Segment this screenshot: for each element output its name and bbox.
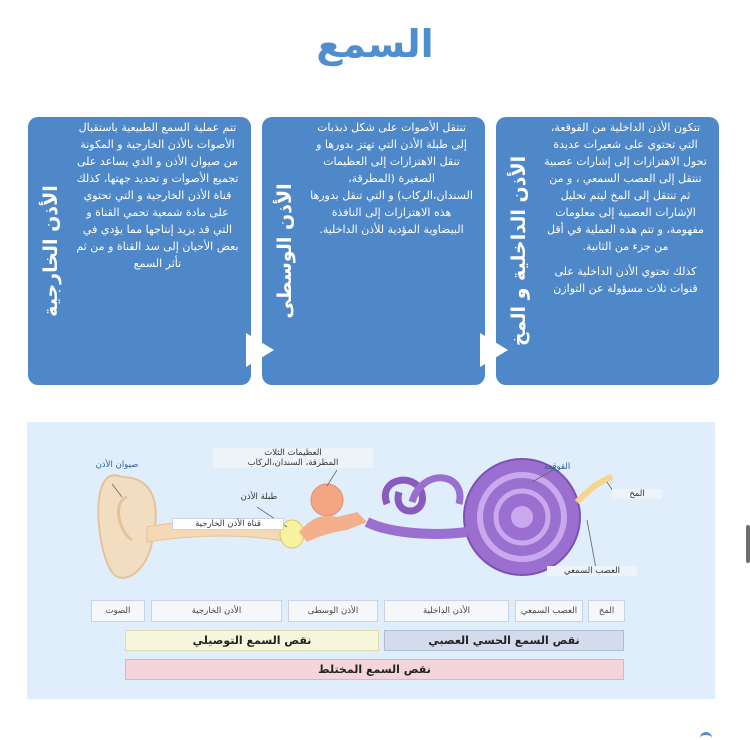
arrow-right-icon xyxy=(480,333,508,367)
inner-ear-paragraph-2: كذلك تحتوي الأذن الداخلية على قنوات ثلاث مسؤولة عن التوازن xyxy=(553,265,698,295)
outer-ear-text xyxy=(76,119,239,280)
ossicles-title: العظيمات الثلاث xyxy=(264,448,322,458)
mixed-bar: نقص السمع المختلط xyxy=(125,659,624,680)
inner-ear-card xyxy=(496,117,719,385)
page-edge-marker xyxy=(746,525,750,563)
segment-middle-ear: الأذن الوسطى xyxy=(288,600,378,622)
ossicle-shape xyxy=(299,512,367,542)
eardrum-label: طبلة الأذن xyxy=(240,492,278,502)
page-corner-mark xyxy=(700,732,712,740)
brain-label: المخ xyxy=(612,489,662,499)
vestibule-shape xyxy=(367,522,467,534)
segment-nerve: العصب السمعي xyxy=(515,600,583,622)
page-title: السمع xyxy=(316,22,434,66)
outer-ear-paragraph: تتم عملية السمع الطبيعية باستقبال الأصوات بالأذن الخارجية و المكونة من صيوان الأذن و الذي يساعد على تجميع الأصوات و تحديد جهتها، كذلك قناة الأذن الخارجية و التي تحتوي على مادة شمعية تحمي القناة و التي قد يزيد إنتاجها مما يؤدي في بعض الأحيان إلى سد القناة و من ثم تأثر السمع xyxy=(76,121,239,270)
arrow-right-icon xyxy=(246,333,274,367)
ossicles-label xyxy=(213,448,373,468)
pinna-label: صيوان الأذن xyxy=(95,460,139,470)
segment-sound: الصوت xyxy=(91,600,145,622)
ossicles-list: المطرقة، السندان،الركاب xyxy=(247,458,339,468)
sensorineural-bar: نقص السمع الحسي العصبي xyxy=(384,630,624,651)
segment-outer-ear: الأذن الخارجية xyxy=(151,600,282,622)
ossicle-shape xyxy=(311,484,343,516)
middle-ear-text xyxy=(310,119,473,246)
outer-ear-card xyxy=(28,117,251,385)
conductive-bar: نقص السمع التوصيلي xyxy=(125,630,379,651)
outer-ear-heading: الأذن الخارجية xyxy=(40,185,62,317)
canal-label: قناة الأذن الخارجية xyxy=(172,518,284,530)
auditory-nerve-shape xyxy=(577,477,612,502)
inner-ear-paragraph-1: تتكون الأذن الداخلية من القوقعة، التي تحتوي على شعيرات عديدة تحول الاهتزازات إلى إشارات عصبية تنتقل إلى العصب السمعي ، و من ثم تنتقل إلى المخ ليتم تحليل الإشارات العصبية إلى معلومات مفهومة، و تتم هذه العملية في أقل من جزء من الثانية. xyxy=(544,121,707,253)
card-heading-container xyxy=(28,117,74,385)
ear-diagram xyxy=(27,422,715,699)
inner-ear-text xyxy=(544,119,707,305)
leader-line xyxy=(327,470,337,486)
segment-inner-ear: الأذن الداخلية xyxy=(384,600,509,622)
nerve-label: العصب السمعي xyxy=(547,566,637,576)
segment-brain: المخ xyxy=(588,600,625,622)
inner-ear-heading: الأذن الداخلية و المخ xyxy=(508,155,530,347)
cochlea-label: القوقعة xyxy=(543,462,571,472)
middle-ear-heading: الأذن الوسطى xyxy=(274,183,296,319)
middle-ear-card xyxy=(262,117,485,385)
middle-ear-paragraph: تنتقل الأصوات على شكل ذبذبات إلى طبلة الأذن التي تهتز بدورها و تنقل الاهتزازات إلى العظيمات الصغيرة (المطرقة، السندان،الركاب) و التي تنقل بدورها هذه الاهتزازات إلى النافذة البيضاوية المؤدية للأذن الداخلية. xyxy=(310,121,473,236)
cochlea-center xyxy=(511,506,533,528)
